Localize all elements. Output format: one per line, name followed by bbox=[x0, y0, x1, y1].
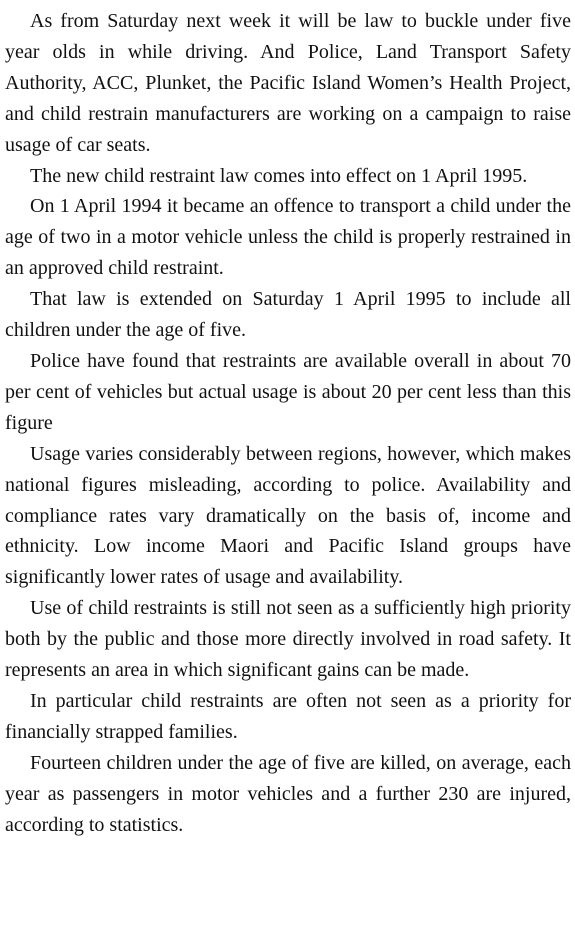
paragraph-families: In particular child restraints are often not seen as a priority for financially strapped families. bbox=[5, 689, 571, 743]
paragraph-law-extension: That law is extended on Saturday 1 April 1995 to include all children under the age of five. bbox=[5, 288, 571, 342]
paragraph-regional-variation: Usage varies considerably between regions, however, which makes national figures misleading, according to police. Availability and compliance rates vary dramatically on the basis of, income and ethnicity. Low income Maori and Pacific Island groups have significantly lower rates of usage and availability. bbox=[5, 442, 571, 589]
paragraph-statistics: Fourteen children under the age of five are killed, on average, each year as passengers in motor vehicles and a further 230 are injured, according to statistics. bbox=[5, 751, 571, 836]
paragraph-availability-usage: Police have found that restraints are available overall in about 70 per cent of vehicles but actual usage is about 20 per cent less than this figure bbox=[5, 349, 571, 434]
paragraph-effective-date: The new child restraint law comes into effect on 1 April 1995. bbox=[30, 164, 528, 187]
paragraph-priority: Use of child restraints is still not seen as a sufficiently high priority both by the public and those more directly involved in road safety. It represents an area in which significant gains can be made. bbox=[5, 597, 571, 682]
paragraph-law-announcement: As from Saturday next week it will be law to buckle under five year olds in while driving. And Police, Land Transport Safety Authority, ACC, Plunket, the Pacific Island Women’s Health Project, and child restrain manufacturers are working on a campaign to raise usage of car seats. bbox=[5, 10, 571, 156]
paragraph-1994-offence: On 1 April 1994 it became an offence to transport a child under the age of two in a motor vehicle unless the child is properly restrained in an approved child restraint. bbox=[5, 195, 571, 280]
